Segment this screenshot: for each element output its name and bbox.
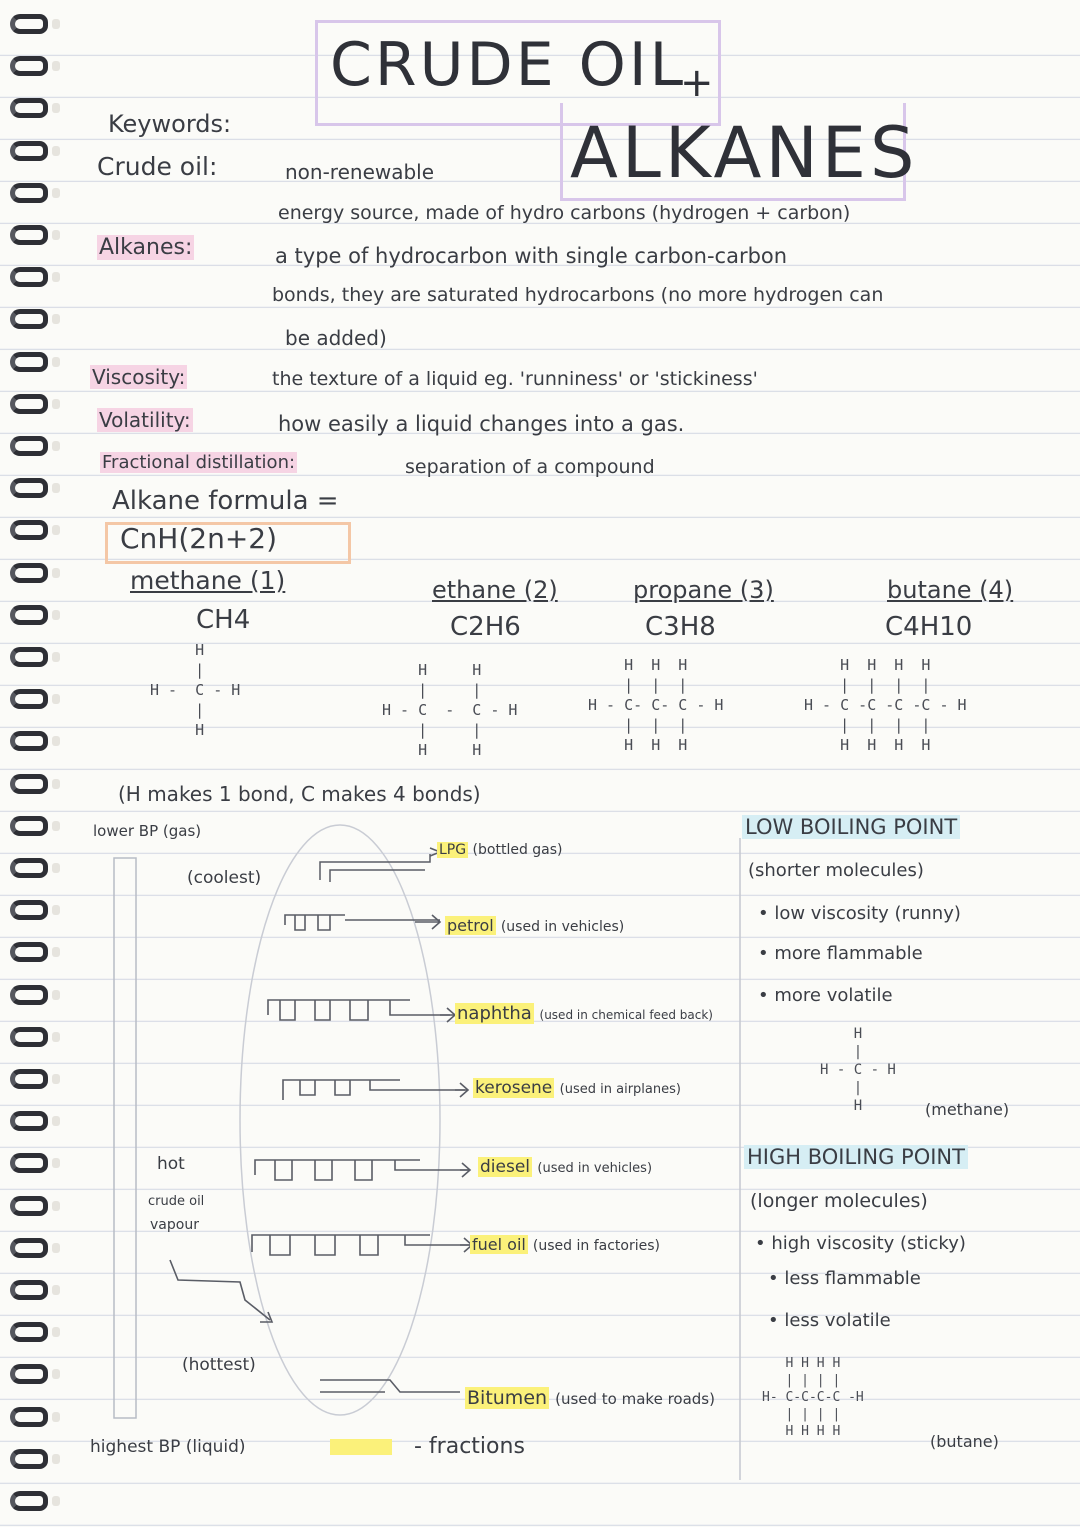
high-bp-bullet-1-text: high viscosity (sticky) — [771, 1233, 966, 1254]
alkanes-def-2: bonds, they are saturated hydrocarbons (no more hydrogen can — [272, 284, 884, 306]
highest-bp-label: highest BP (liquid) — [90, 1437, 246, 1457]
methane-formula: CH4 — [196, 605, 251, 635]
title-line1: CRUDE OIL — [330, 30, 687, 100]
fraction-arrows — [170, 848, 472, 1322]
ethane-formula: C2H6 — [450, 612, 521, 642]
fraction-bitumen — [465, 1387, 715, 1409]
low-bp-bullet-3-text: more volatile — [774, 985, 893, 1006]
high-bp-bullet-2-text: less flammable — [784, 1268, 921, 1289]
low-bp-heading-text: LOW BOILING POINT — [742, 815, 960, 839]
fraction-kerosene-name: kerosene — [475, 1078, 553, 1098]
fraction-kerosene-use: (used in airplanes) — [559, 1082, 681, 1097]
hot-label-2: crude oil — [148, 1194, 205, 1209]
hot-label-1: hot — [157, 1154, 185, 1174]
title-line2: ALKANES — [570, 112, 919, 194]
high-bp-example-structure: H H H H | | | | H- C-C-C-C -H | | | | H H H H — [762, 1356, 864, 1439]
alkanes-def-3: be added) — [285, 326, 387, 350]
crude-oil-def-2: energy source, made of hydro carbons (hydrogen + carbon) — [278, 202, 851, 224]
low-bp-example-label: (methane) — [925, 1100, 1010, 1119]
lpg-pipe — [320, 854, 430, 880]
volatility-term-text: Volatility: — [99, 408, 191, 432]
low-bp-heading — [742, 815, 960, 839]
high-bp-bullet-2: • less flammable — [768, 1268, 921, 1289]
fraction-kerosene — [473, 1078, 681, 1098]
low-bp-bullet-1: • low viscosity (runny) — [758, 903, 961, 924]
viscosity-term-text: Viscosity: — [92, 365, 186, 389]
propane-structure: H H H | | | H - C- C- C - H | | | H H H — [588, 656, 724, 754]
alkanes-term-text: Alkanes: — [99, 235, 193, 260]
crude-oil-def-1: non-renewable — [285, 160, 435, 184]
legend-swatch — [330, 1439, 392, 1455]
ethane-name-text: ethane (2) — [432, 576, 558, 604]
butane-name-text: butane (4) — [887, 576, 1014, 604]
column-trays — [252, 915, 470, 1392]
high-bp-sub: (longer molecules) — [750, 1190, 928, 1212]
high-bp-heading — [744, 1145, 968, 1169]
coolest-label: (coolest) — [187, 868, 262, 888]
high-bp-bullet-3-text: less volatile — [784, 1310, 891, 1331]
fraction-petrol-use: (used in vehicles) — [500, 919, 625, 935]
high-bp-example-label: (butane) — [930, 1432, 999, 1451]
formula-value: CnH(2n+2) — [120, 522, 278, 555]
low-bp-bullet-1-text: low viscosity (runny) — [774, 903, 961, 924]
column-stack — [114, 858, 136, 1418]
fraction-naphtha — [455, 1003, 713, 1024]
viscosity-def: the texture of a liquid eg. 'runniness' or 'stickiness' — [272, 368, 758, 390]
low-bp-bullet-3: • more volatile — [758, 985, 893, 1006]
bond-note: (H makes 1 bond, C makes 4 bonds) — [118, 782, 481, 806]
fraction-diesel-name: diesel — [480, 1157, 531, 1177]
butane-structure: H H H H | | | | H - C -C -C -C - H | | | | H H H H — [804, 656, 967, 754]
fraction-fuel-oil-name: fuel oil — [472, 1235, 526, 1254]
formula-label: Alkane formula = — [112, 486, 339, 516]
low-bp-bullet-2-text: more flammable — [774, 943, 923, 964]
fraction-naphtha-name: naphtha — [457, 1003, 532, 1024]
title-plus: + — [680, 60, 714, 106]
propane-name-text: propane (3) — [633, 576, 774, 604]
lpg-pipe-inner — [330, 870, 425, 882]
fraction-petrol-name: petrol — [447, 916, 494, 935]
high-bp-bullet-1: • high viscosity (sticky) — [755, 1233, 966, 1254]
low-bp-example-structure: H | H - C - H | H — [820, 1026, 896, 1114]
hot-label-3: vapour — [150, 1217, 199, 1233]
ethane-structure: H H | | H - C - C - H | | H H — [382, 661, 518, 759]
fractions-legend — [330, 1434, 525, 1459]
fractional-def: separation of a compound — [405, 456, 655, 478]
low-bp-bullet-2: • more flammable — [758, 943, 923, 964]
fraction-diesel-use: (used in vehicles) — [537, 1161, 653, 1176]
methane-name-text: methane (1) — [130, 566, 286, 595]
keywords-label: Keywords: — [108, 110, 232, 138]
high-bp-bullet-3: • less volatile — [768, 1310, 891, 1331]
fraction-lpg-use: (bottled gas) — [472, 842, 563, 858]
fraction-lpg — [437, 842, 563, 858]
lower-bp-label: lower BP (gas) — [93, 822, 202, 840]
methane-structure: H | H - C - H | H — [150, 641, 241, 739]
fraction-lpg-name: LPG — [439, 842, 467, 858]
propane-formula: C3H8 — [645, 612, 716, 642]
fraction-diesel — [478, 1157, 652, 1177]
crude-oil-term: Crude oil: — [97, 152, 218, 181]
legend-text: - fractions — [414, 1434, 525, 1459]
column-outline — [240, 825, 440, 1415]
fraction-bitumen-name: Bitumen — [467, 1387, 548, 1409]
fraction-bitumen-use: (used to make roads) — [555, 1390, 715, 1408]
fraction-fuel-oil — [470, 1235, 660, 1254]
hottest-label: (hottest) — [182, 1355, 256, 1375]
fraction-naphtha-use: (used in chemical feed back) — [539, 1008, 713, 1022]
low-bp-sub: (shorter molecules) — [748, 860, 924, 881]
fractional-term-text: Fractional distillation: — [102, 452, 296, 473]
fraction-fuel-oil-use: (used in factories) — [532, 1238, 660, 1254]
high-bp-heading-text: HIGH BOILING POINT — [744, 1145, 968, 1169]
volatility-def: how easily a liquid changes into a gas. — [278, 412, 685, 436]
butane-formula: C4H10 — [885, 612, 973, 642]
alkanes-def-1: a type of hydrocarbon with single carbon-carbon — [275, 244, 788, 268]
fraction-petrol — [445, 916, 624, 935]
